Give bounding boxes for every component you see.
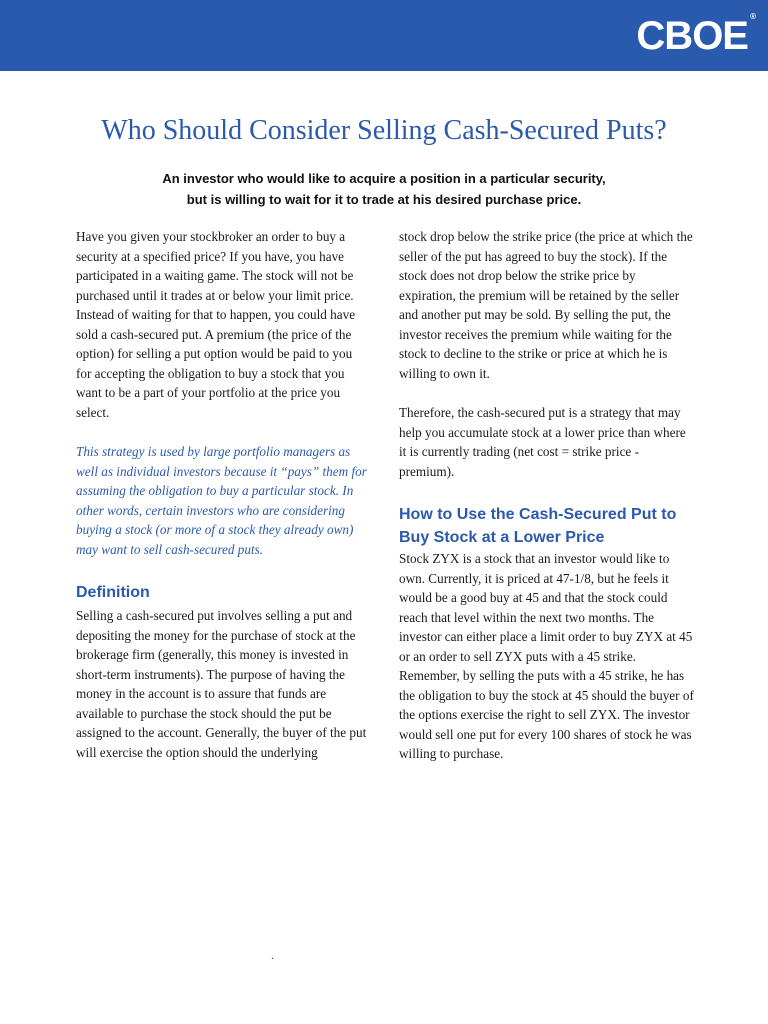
definition-paragraph: Selling a cash-secured put involves selling a put and depositing the money for the purchase of stock at the brokerage firm (generally, this money is invested in short-term instruments). The purpose of having the money in the account is to assure that funds are available to purchase the stock should the put be assigned to the account. Generally, the buyer of the put will exercise the option should the underlying [76, 608, 367, 760]
therefore-paragraph: Therefore, the cash-secured put is a strategy that may help you accumulate stock at a lower price than where it is currently trading (net cost = strike price - premium). [399, 405, 686, 479]
header-banner [0, 0, 768, 71]
subtitle-line-1: An investor who would like to acquire a position in a particular security, [162, 171, 606, 186]
registered-mark: ® [750, 12, 756, 21]
page-subtitle [0, 168, 768, 210]
how-to-heading: How to Use the Cash-Secured Put to Buy Stock at a Lower Price [399, 506, 677, 546]
right-column [399, 227, 695, 764]
cboe-logo [636, 12, 756, 58]
example-paragraph: Stock ZYX is a stock that an investor would like to own. Currently, it is priced at 47-1/8, but he feels it would be a good buy at 45 and that the stock could reach that level within the next two months. The investor can either place a limit order to buy ZYX at 45 or an order to sell ZYX puts with a 45 strike. Remember, by selling the puts with a 45 strike, he has the obligation to buy the stock at 45 should the buyer of the options exercise the right to sell ZYX. The investor would sell one put for every 100 shares of stock he was willing to purchase. [399, 551, 694, 761]
footer-mark: . [271, 948, 274, 962]
logo-text: CBOE [636, 14, 748, 58]
page-title: Who Should Consider Selling Cash-Secured Puts? [101, 115, 667, 146]
continuation-paragraph: stock drop below the strike price (the price at which the seller of the put has agreed to buy the stock). If the stock does not drop below the strike price by expiration, the premium will be retained by the seller and another put may be sold. By selling the put, the investor receives the premium while waiting for the stock to decline to the strike or price at which he is willing to own it. [399, 229, 693, 381]
definition-heading: Definition [76, 584, 150, 601]
left-column [76, 227, 368, 762]
subtitle-line-2: but is willing to wait for it to trade at his desired purchase price. [186, 192, 582, 207]
highlight-paragraph: This strategy is used by large portfolio managers as well as individual investors because it “pays” them for assuming the obligation to buy a particular stock. In other words, certain investors who are considering buying a stock (or more of a stock they already own) may want to sell cash-secured puts. [76, 444, 367, 557]
intro-paragraph: Have you given your stockbroker an order to buy a security at a specified price? If you have, you have participated in a waiting game. The stock will not be purchased until it trades at or below your limit price. Instead of waiting for that to happen, you could have sold a cash-secured put. A premium (the price of the option) for selling a put option would be paid to you for accepting the obligation to buy a stock that you want to be a part of your portfolio at the price you select. [76, 229, 356, 420]
